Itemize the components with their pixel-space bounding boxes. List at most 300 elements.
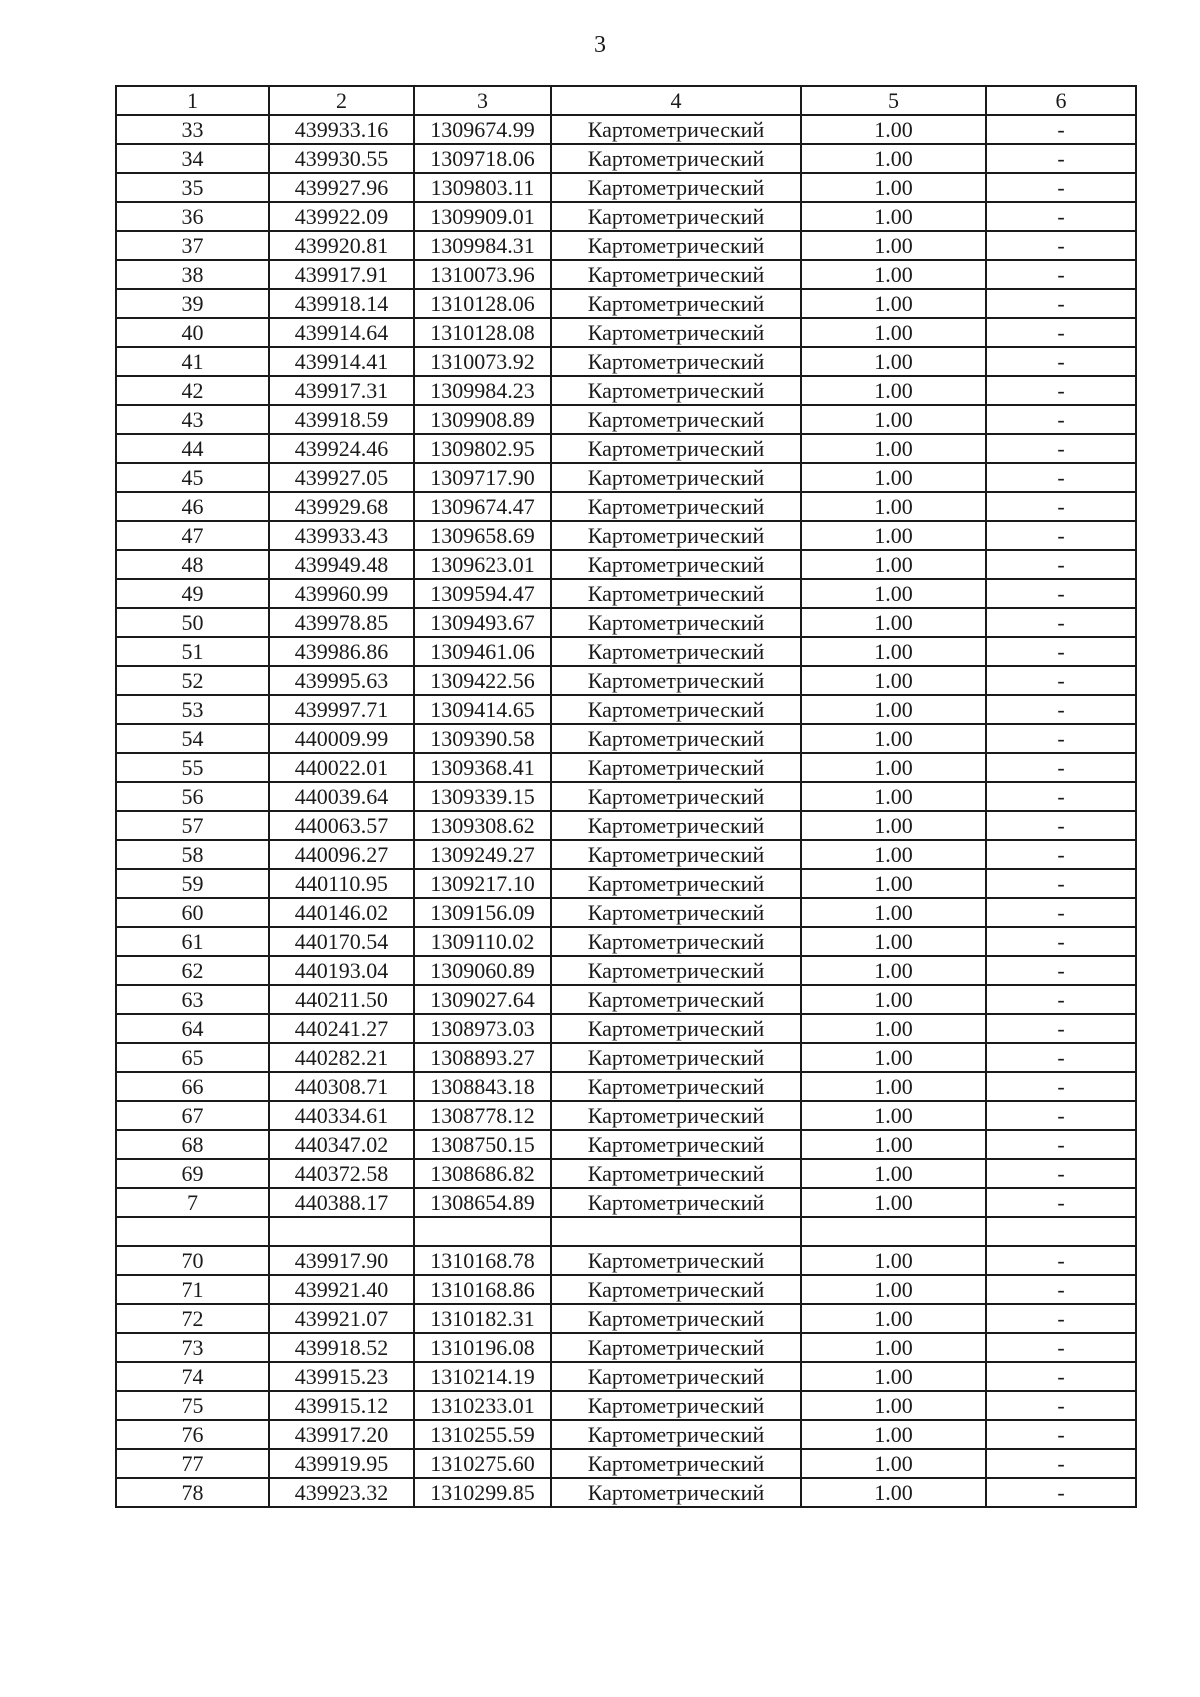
point-number-cell: 78	[116, 1478, 269, 1507]
point-number-cell: 73	[116, 1333, 269, 1362]
y-coordinate-cell: 1309718.06	[414, 144, 551, 173]
y-coordinate-cell: 1310233.01	[414, 1391, 551, 1420]
point-number-cell: 57	[116, 811, 269, 840]
y-coordinate-cell: 1308654.89	[414, 1188, 551, 1217]
header-row	[116, 86, 1136, 115]
method-cell: Картометрический	[551, 1246, 801, 1275]
point-number-cell: 67	[116, 1101, 269, 1130]
description-cell: -	[986, 492, 1136, 521]
x-coordinate-cell: 439923.32	[269, 1478, 414, 1507]
y-coordinate-cell: 1310168.78	[414, 1246, 551, 1275]
method-cell: Картометрический	[551, 1275, 801, 1304]
description-cell: -	[986, 1101, 1136, 1130]
accuracy-cell: 1.00	[801, 1449, 986, 1478]
accuracy-cell: 1.00	[801, 927, 986, 956]
description-cell: -	[986, 811, 1136, 840]
table-row	[116, 1159, 1136, 1188]
accuracy-cell: 1.00	[801, 1391, 986, 1420]
table-row	[116, 608, 1136, 637]
x-coordinate-cell: 440039.64	[269, 782, 414, 811]
point-number-cell: 45	[116, 463, 269, 492]
description-cell: -	[986, 1246, 1136, 1275]
point-number-cell: 74	[116, 1362, 269, 1391]
description-cell: -	[986, 956, 1136, 985]
point-number-cell: 44	[116, 434, 269, 463]
point-number-cell: 47	[116, 521, 269, 550]
method-cell: Картометрический	[551, 753, 801, 782]
table-row	[116, 1449, 1136, 1478]
point-number-cell: 7	[116, 1188, 269, 1217]
accuracy-cell: 1.00	[801, 666, 986, 695]
y-coordinate-cell: 1308893.27	[414, 1043, 551, 1072]
description-cell: -	[986, 1159, 1136, 1188]
description-cell: -	[986, 927, 1136, 956]
description-cell: -	[986, 289, 1136, 318]
description-cell: -	[986, 637, 1136, 666]
description-cell: -	[986, 1478, 1136, 1507]
method-cell: Картометрический	[551, 1333, 801, 1362]
x-coordinate-cell: 439978.85	[269, 608, 414, 637]
header-cell-6: 6	[986, 86, 1136, 115]
method-cell: Картометрический	[551, 434, 801, 463]
x-coordinate-cell: 439930.55	[269, 144, 414, 173]
accuracy-cell: 1.00	[801, 753, 986, 782]
description-cell: -	[986, 144, 1136, 173]
x-coordinate-cell: 439920.81	[269, 231, 414, 260]
method-cell: Картометрический	[551, 1101, 801, 1130]
description-cell: -	[986, 898, 1136, 927]
x-coordinate-cell: 439915.12	[269, 1391, 414, 1420]
accuracy-cell: 1.00	[801, 1333, 986, 1362]
point-number-cell: 71	[116, 1275, 269, 1304]
point-number-cell: 77	[116, 1449, 269, 1478]
table-row	[116, 1478, 1136, 1507]
table-row	[116, 724, 1136, 753]
x-coordinate-cell: 440388.17	[269, 1188, 414, 1217]
method-cell: Картометрический	[551, 840, 801, 869]
point-number-cell: 41	[116, 347, 269, 376]
y-coordinate-cell: 1309422.56	[414, 666, 551, 695]
description-cell: -	[986, 405, 1136, 434]
accuracy-cell: 1.00	[801, 463, 986, 492]
accuracy-cell: 1.00	[801, 579, 986, 608]
table-row	[116, 376, 1136, 405]
table-row	[116, 956, 1136, 985]
accuracy-cell: 1.00	[801, 1275, 986, 1304]
x-coordinate-cell: 440211.50	[269, 985, 414, 1014]
method-cell: Картометрический	[551, 318, 801, 347]
table-row	[116, 463, 1136, 492]
point-number-cell: 34	[116, 144, 269, 173]
accuracy-cell: 1.00	[801, 289, 986, 318]
x-coordinate-cell: 439924.46	[269, 434, 414, 463]
x-coordinate-cell	[269, 1217, 414, 1246]
y-coordinate-cell: 1309217.10	[414, 869, 551, 898]
x-coordinate-cell: 440063.57	[269, 811, 414, 840]
y-coordinate-cell: 1309156.09	[414, 898, 551, 927]
y-coordinate-cell: 1309390.58	[414, 724, 551, 753]
method-cell: Картометрический	[551, 956, 801, 985]
table-row	[116, 1275, 1136, 1304]
point-number-cell: 52	[116, 666, 269, 695]
x-coordinate-cell: 440241.27	[269, 1014, 414, 1043]
point-number-cell: 60	[116, 898, 269, 927]
y-coordinate-cell: 1308778.12	[414, 1101, 551, 1130]
description-cell: -	[986, 115, 1136, 144]
x-coordinate-cell: 439917.31	[269, 376, 414, 405]
table-row	[116, 492, 1136, 521]
x-coordinate-cell: 439914.64	[269, 318, 414, 347]
accuracy-cell: 1.00	[801, 608, 986, 637]
x-coordinate-cell: 439918.59	[269, 405, 414, 434]
description-cell: -	[986, 1362, 1136, 1391]
accuracy-cell: 1.00	[801, 521, 986, 550]
y-coordinate-cell: 1309802.95	[414, 434, 551, 463]
table-row	[116, 1304, 1136, 1333]
accuracy-cell: 1.00	[801, 898, 986, 927]
table-row	[116, 144, 1136, 173]
method-cell: Картометрический	[551, 1304, 801, 1333]
accuracy-cell: 1.00	[801, 1362, 986, 1391]
table-row	[116, 666, 1136, 695]
table-row	[116, 898, 1136, 927]
y-coordinate-cell: 1310182.31	[414, 1304, 551, 1333]
description-cell: -	[986, 985, 1136, 1014]
table-row	[116, 173, 1136, 202]
description-cell: -	[986, 753, 1136, 782]
accuracy-cell: 1.00	[801, 1043, 986, 1072]
accuracy-cell: 1.00	[801, 492, 986, 521]
y-coordinate-cell: 1309909.01	[414, 202, 551, 231]
x-coordinate-cell: 439917.20	[269, 1420, 414, 1449]
y-coordinate-cell: 1310168.86	[414, 1275, 551, 1304]
table-row	[116, 869, 1136, 898]
accuracy-cell: 1.00	[801, 985, 986, 1014]
point-number-cell: 59	[116, 869, 269, 898]
method-cell: Картометрический	[551, 550, 801, 579]
x-coordinate-cell: 440110.95	[269, 869, 414, 898]
table-row	[116, 1072, 1136, 1101]
method-cell: Картометрический	[551, 463, 801, 492]
description-cell: -	[986, 1304, 1136, 1333]
accuracy-cell: 1.00	[801, 376, 986, 405]
x-coordinate-cell: 440193.04	[269, 956, 414, 985]
x-coordinate-cell: 440022.01	[269, 753, 414, 782]
point-number-cell	[116, 1217, 269, 1246]
accuracy-cell: 1.00	[801, 1188, 986, 1217]
accuracy-cell: 1.00	[801, 318, 986, 347]
point-number-cell: 63	[116, 985, 269, 1014]
method-cell: Картометрический	[551, 579, 801, 608]
description-cell: -	[986, 376, 1136, 405]
x-coordinate-cell: 439927.96	[269, 173, 414, 202]
description-cell: -	[986, 434, 1136, 463]
x-coordinate-cell: 440009.99	[269, 724, 414, 753]
method-cell: Картометрический	[551, 666, 801, 695]
y-coordinate-cell: 1309717.90	[414, 463, 551, 492]
point-number-cell: 38	[116, 260, 269, 289]
accuracy-cell: 1.00	[801, 347, 986, 376]
point-number-cell: 68	[116, 1130, 269, 1159]
accuracy-cell: 1.00	[801, 1014, 986, 1043]
table-header	[116, 86, 1136, 115]
accuracy-cell: 1.00	[801, 782, 986, 811]
description-cell: -	[986, 1014, 1136, 1043]
y-coordinate-cell: 1309414.65	[414, 695, 551, 724]
x-coordinate-cell: 440170.54	[269, 927, 414, 956]
x-coordinate-cell: 440334.61	[269, 1101, 414, 1130]
method-cell: Картометрический	[551, 115, 801, 144]
y-coordinate-cell: 1309461.06	[414, 637, 551, 666]
page-number: 3	[594, 32, 606, 58]
y-coordinate-cell: 1309803.11	[414, 173, 551, 202]
method-cell: Картометрический	[551, 289, 801, 318]
x-coordinate-cell: 439919.95	[269, 1449, 414, 1478]
point-number-cell: 65	[116, 1043, 269, 1072]
description-cell: -	[986, 608, 1136, 637]
method-cell: Картометрический	[551, 231, 801, 260]
point-number-cell: 76	[116, 1420, 269, 1449]
description-cell: -	[986, 550, 1136, 579]
method-cell: Картометрический	[551, 144, 801, 173]
accuracy-cell: 1.00	[801, 202, 986, 231]
description-cell: -	[986, 1333, 1136, 1362]
table-row	[116, 811, 1136, 840]
x-coordinate-cell: 439917.91	[269, 260, 414, 289]
accuracy-cell: 1.00	[801, 115, 986, 144]
point-number-cell: 75	[116, 1391, 269, 1420]
x-coordinate-cell: 439949.48	[269, 550, 414, 579]
method-cell: Картометрический	[551, 1159, 801, 1188]
table-row	[116, 1043, 1136, 1072]
y-coordinate-cell: 1309908.89	[414, 405, 551, 434]
accuracy-cell: 1.00	[801, 840, 986, 869]
x-coordinate-cell: 440282.21	[269, 1043, 414, 1072]
accuracy-cell: 1.00	[801, 637, 986, 666]
point-number-cell: 61	[116, 927, 269, 956]
method-cell: Картометрический	[551, 1362, 801, 1391]
description-cell: -	[986, 347, 1136, 376]
x-coordinate-cell: 439921.40	[269, 1275, 414, 1304]
table-row	[116, 1246, 1136, 1275]
point-number-cell: 62	[116, 956, 269, 985]
x-coordinate-cell: 439995.63	[269, 666, 414, 695]
description-cell: -	[986, 521, 1136, 550]
accuracy-cell: 1.00	[801, 1072, 986, 1101]
description-cell: -	[986, 318, 1136, 347]
accuracy-cell: 1.00	[801, 1478, 986, 1507]
table-row	[116, 405, 1136, 434]
method-cell: Картометрический	[551, 260, 801, 289]
point-number-cell: 69	[116, 1159, 269, 1188]
y-coordinate-cell: 1310299.85	[414, 1478, 551, 1507]
method-cell: Картометрический	[551, 985, 801, 1014]
point-number-cell: 66	[116, 1072, 269, 1101]
y-coordinate-cell: 1309368.41	[414, 753, 551, 782]
table-row	[116, 202, 1136, 231]
header-cell-1: 1	[116, 86, 269, 115]
x-coordinate-cell: 439921.07	[269, 1304, 414, 1333]
accuracy-cell: 1.00	[801, 550, 986, 579]
description-cell: -	[986, 1275, 1136, 1304]
description-cell: -	[986, 1391, 1136, 1420]
y-coordinate-cell: 1308686.82	[414, 1159, 551, 1188]
description-cell: -	[986, 782, 1136, 811]
method-cell: Картометрический	[551, 1391, 801, 1420]
method-cell: Картометрический	[551, 376, 801, 405]
accuracy-cell: 1.00	[801, 695, 986, 724]
point-number-cell: 58	[116, 840, 269, 869]
y-coordinate-cell: 1308973.03	[414, 1014, 551, 1043]
x-coordinate-cell: 440372.58	[269, 1159, 414, 1188]
table-row	[116, 1333, 1136, 1362]
accuracy-cell	[801, 1217, 986, 1246]
accuracy-cell: 1.00	[801, 260, 986, 289]
x-coordinate-cell: 439929.68	[269, 492, 414, 521]
method-cell: Картометрический	[551, 1188, 801, 1217]
point-number-cell: 33	[116, 115, 269, 144]
method-cell: Картометрический	[551, 724, 801, 753]
point-number-cell: 35	[116, 173, 269, 202]
y-coordinate-cell: 1309658.69	[414, 521, 551, 550]
x-coordinate-cell: 439986.86	[269, 637, 414, 666]
description-cell: -	[986, 666, 1136, 695]
y-coordinate-cell: 1309594.47	[414, 579, 551, 608]
description-cell: -	[986, 231, 1136, 260]
y-coordinate-cell: 1309060.89	[414, 956, 551, 985]
table-row	[116, 1188, 1136, 1217]
x-coordinate-cell: 440308.71	[269, 1072, 414, 1101]
table-row	[116, 753, 1136, 782]
method-cell: Картометрический	[551, 1072, 801, 1101]
y-coordinate-cell: 1309984.31	[414, 231, 551, 260]
table-row	[116, 840, 1136, 869]
table-row	[116, 550, 1136, 579]
y-coordinate-cell: 1309110.02	[414, 927, 551, 956]
description-cell: -	[986, 695, 1136, 724]
description-cell: -	[986, 724, 1136, 753]
method-cell: Картометрический	[551, 608, 801, 637]
y-coordinate-cell: 1310214.19	[414, 1362, 551, 1391]
description-cell: -	[986, 1449, 1136, 1478]
description-cell: -	[986, 1130, 1136, 1159]
description-cell: -	[986, 1072, 1136, 1101]
table-row	[116, 579, 1136, 608]
y-coordinate-cell: 1310128.08	[414, 318, 551, 347]
y-coordinate-cell: 1310275.60	[414, 1449, 551, 1478]
header-cell-4: 4	[551, 86, 801, 115]
accuracy-cell: 1.00	[801, 1246, 986, 1275]
y-coordinate-cell: 1309339.15	[414, 782, 551, 811]
y-coordinate-cell: 1310073.96	[414, 260, 551, 289]
description-cell: -	[986, 840, 1136, 869]
description-cell: -	[986, 1043, 1136, 1072]
method-cell: Картометрический	[551, 1449, 801, 1478]
point-number-cell: 55	[116, 753, 269, 782]
table-row	[116, 985, 1136, 1014]
table-row	[116, 927, 1136, 956]
method-cell: Картометрический	[551, 695, 801, 724]
header-cell-5: 5	[801, 86, 986, 115]
table-row	[116, 231, 1136, 260]
accuracy-cell: 1.00	[801, 231, 986, 260]
y-coordinate-cell: 1310073.92	[414, 347, 551, 376]
accuracy-cell: 1.00	[801, 1420, 986, 1449]
accuracy-cell: 1.00	[801, 405, 986, 434]
y-coordinate-cell: 1310128.06	[414, 289, 551, 318]
y-coordinate-cell: 1310255.59	[414, 1420, 551, 1449]
x-coordinate-cell: 439960.99	[269, 579, 414, 608]
y-coordinate-cell	[414, 1217, 551, 1246]
point-number-cell: 48	[116, 550, 269, 579]
method-cell: Картометрический	[551, 898, 801, 927]
x-coordinate-cell: 439918.14	[269, 289, 414, 318]
description-cell: -	[986, 202, 1136, 231]
point-number-cell: 72	[116, 1304, 269, 1333]
description-cell: -	[986, 869, 1136, 898]
method-cell: Картометрический	[551, 927, 801, 956]
table-row	[116, 318, 1136, 347]
y-coordinate-cell: 1309623.01	[414, 550, 551, 579]
accuracy-cell: 1.00	[801, 1101, 986, 1130]
method-cell: Картометрический	[551, 1478, 801, 1507]
table-row	[116, 521, 1136, 550]
y-coordinate-cell: 1309674.99	[414, 115, 551, 144]
method-cell: Картометрический	[551, 405, 801, 434]
accuracy-cell: 1.00	[801, 1304, 986, 1333]
x-coordinate-cell: 439927.05	[269, 463, 414, 492]
accuracy-cell: 1.00	[801, 724, 986, 753]
x-coordinate-cell: 439922.09	[269, 202, 414, 231]
point-number-cell: 37	[116, 231, 269, 260]
x-coordinate-cell: 440347.02	[269, 1130, 414, 1159]
method-cell: Картометрический	[551, 1043, 801, 1072]
y-coordinate-cell: 1309249.27	[414, 840, 551, 869]
y-coordinate-cell: 1309984.23	[414, 376, 551, 405]
description-cell: -	[986, 173, 1136, 202]
point-number-cell: 39	[116, 289, 269, 318]
table-row	[116, 434, 1136, 463]
header-cell-2: 2	[269, 86, 414, 115]
x-coordinate-cell: 439917.90	[269, 1246, 414, 1275]
method-cell: Картометрический	[551, 347, 801, 376]
accuracy-cell: 1.00	[801, 434, 986, 463]
x-coordinate-cell: 439914.41	[269, 347, 414, 376]
x-coordinate-cell: 439918.52	[269, 1333, 414, 1362]
y-coordinate-cell: 1309674.47	[414, 492, 551, 521]
y-coordinate-cell: 1310196.08	[414, 1333, 551, 1362]
method-cell: Картометрический	[551, 492, 801, 521]
description-cell: -	[986, 579, 1136, 608]
description-cell: -	[986, 1188, 1136, 1217]
point-number-cell: 42	[116, 376, 269, 405]
header-cell-3: 3	[414, 86, 551, 115]
point-number-cell: 40	[116, 318, 269, 347]
table-row	[116, 1014, 1136, 1043]
method-cell: Картометрический	[551, 202, 801, 231]
table-row	[116, 695, 1136, 724]
table-row	[116, 1101, 1136, 1130]
method-cell: Картометрический	[551, 1420, 801, 1449]
method-cell: Картометрический	[551, 173, 801, 202]
method-cell: Картометрический	[551, 1130, 801, 1159]
point-number-cell: 54	[116, 724, 269, 753]
point-number-cell: 43	[116, 405, 269, 434]
table-row	[116, 260, 1136, 289]
description-cell: -	[986, 463, 1136, 492]
table-row	[116, 782, 1136, 811]
x-coordinate-cell: 439933.16	[269, 115, 414, 144]
